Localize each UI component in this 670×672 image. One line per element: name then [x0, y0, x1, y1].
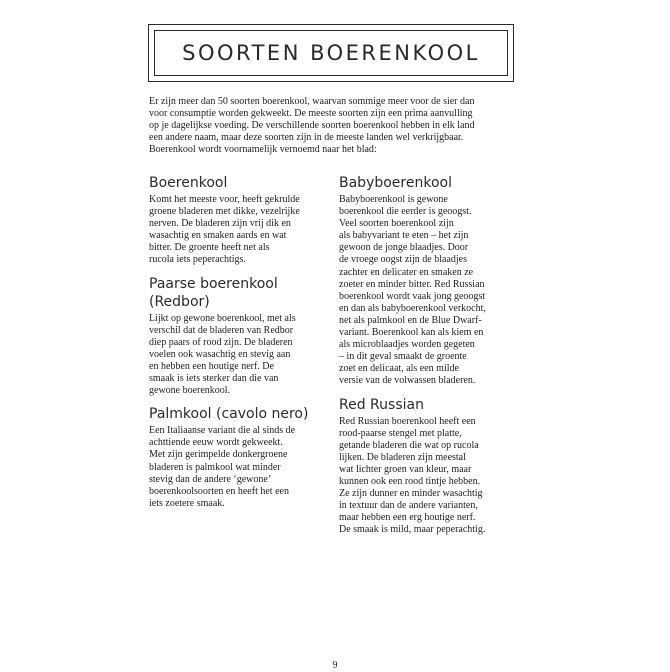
body-line: variant. Boerenkool kan als kiem en: [339, 327, 484, 339]
body-line: voelen ook wasachtig en stevig aan: [149, 348, 291, 360]
body-line: achttiende eeuw wordt gekweekt.: [149, 437, 283, 449]
section-heading: [339, 174, 517, 192]
intro-line: voor consumptie worden gekweekt. De meeste soorten zijn een prima aanvulling: [149, 108, 473, 120]
left-column: [149, 174, 327, 518]
page-number: 9: [332, 660, 338, 671]
body-line: boerenkool wordt vaak jong geoogst: [339, 290, 486, 302]
body-line: en hebben een houtige nerf. De: [149, 360, 274, 372]
body-line: Komt het meeste voor, heeft gekrulde: [149, 194, 300, 205]
section-heading: [149, 405, 327, 423]
intro-line: Boerenkool wordt voornamelijk vernoemd naar het blad:: [149, 144, 377, 156]
body-line: boerenkool die eerder is geoogst.: [339, 206, 472, 218]
body-line: – in dit geval smaakt de groente: [339, 351, 467, 363]
body-line: rood-paarse stengel met platte,: [339, 427, 462, 439]
body-line: maar hebben een erg houtige nerf.: [339, 512, 476, 524]
body-line: zachter en delicater en smaken ze: [339, 266, 474, 278]
body-line: gewone boerenkool.: [149, 385, 231, 397]
body-line: groene bladeren met dikke, vezelrijke: [149, 206, 300, 218]
intro-paragraph: [149, 96, 527, 156]
page-title: SOORTEN BOERENKOOL: [182, 41, 480, 65]
body-line: zoeter en minder bitter. Red Russian: [339, 278, 485, 290]
body-line: getande bladeren die wat op rucola: [339, 439, 479, 451]
section-heading-line: Babyboerenkool: [339, 175, 452, 191]
body-line: Met zijn gerimpelde donkergroene: [149, 449, 288, 461]
body-line: rucola iets peperachtigs.: [149, 254, 246, 266]
body-line: wasachtig en smaken aards en wat: [149, 230, 287, 242]
section-heading-line: Palmkool (cavolo nero): [149, 406, 309, 423]
article-section: [149, 405, 327, 510]
body-line: bladeren is palmkool wat minder: [149, 461, 281, 473]
body-line: Red Russian boerenkool heeft een: [339, 415, 476, 427]
section-heading-line: Paarse boerenkool: [149, 275, 278, 292]
body-line: Babyboerenkool is gewone: [339, 194, 448, 205]
section-heading-line: (Redbor): [149, 293, 210, 310]
title-frame-inner: [154, 30, 508, 76]
body-line: als babyvariant te eten – het zijn: [339, 230, 469, 242]
title-frame: [148, 24, 514, 82]
body-line: zoet en delicaat, als een milde: [339, 363, 459, 375]
article-section: [149, 174, 327, 267]
body-line: lijken. De bladeren zijn meestal: [339, 451, 466, 463]
intro-line: een andere naam, maar deze soorten zijn in de meeste landen wel verkrijgbaar.: [149, 132, 464, 144]
right-column: [339, 174, 517, 544]
body-line: de vroege oogst zijn de blaadjes: [339, 254, 468, 266]
body-line: wat lichter groen van kleur, maar: [339, 463, 472, 475]
section-heading: [149, 275, 327, 311]
body-line: stevig dan de andere ‘gewone’: [149, 473, 272, 485]
body-line: als microblaadjes worden gegeten: [339, 339, 475, 351]
article-section: [339, 174, 517, 388]
section-body: [149, 425, 327, 510]
body-line: kunnen ook een rood tintje hebben.: [339, 475, 481, 487]
section-body: [339, 416, 517, 537]
body-line: iets zoetere smaak.: [149, 497, 225, 509]
section-heading: [149, 174, 327, 192]
section-heading-line: Red Russian: [339, 396, 424, 413]
body-line: Ze zijn dunner en minder wasachtig: [339, 488, 483, 500]
body-line: gewoon de jonge blaadjes. Door: [339, 242, 469, 254]
article-section: [149, 275, 327, 398]
section-heading-line: Boerenkool: [149, 175, 228, 191]
body-line: net als palmkool en de Blue Dwarf-: [339, 314, 482, 326]
body-line: diep paars of rood zijn. De bladeren: [149, 336, 293, 348]
section-body: [339, 194, 517, 388]
body-line: versie van de volwassen bladeren.: [339, 375, 476, 387]
body-line: Lijkt op gewone boerenkool, met als: [149, 312, 296, 324]
section-body: [149, 313, 327, 398]
body-line: en dan als babyboerenkool verkocht,: [339, 302, 486, 314]
body-line: Een Italiaanse variant die al sinds de: [149, 425, 296, 437]
section-body: [149, 194, 327, 267]
body-line: verschil dat de bladeren van Redbor: [149, 324, 294, 336]
intro-line: op je dagelijkse voeding. De verschillende soorten boerenkool hebben in elk land: [149, 120, 475, 132]
body-line: in textuur dan de andere varianten,: [339, 500, 478, 512]
intro-line: Er zijn meer dan 50 soorten boerenkool, waarvan sommige meer voor de sier dan: [149, 96, 475, 107]
body-line: bitter. De groente heeft net als: [149, 242, 270, 254]
body-line: nerven. De bladeren zijn vrij dik en: [149, 218, 291, 230]
body-line: Veel soorten boerenkool zijn: [339, 218, 454, 230]
body-line: De smaak is mild, maar peperachtig.: [339, 524, 486, 536]
article-section: [339, 396, 517, 537]
body-line: smaak is iets sterker dan die van: [149, 373, 279, 385]
body-line: boerenkoolsoorten en heeft het een: [149, 485, 289, 497]
section-heading: [339, 396, 517, 414]
